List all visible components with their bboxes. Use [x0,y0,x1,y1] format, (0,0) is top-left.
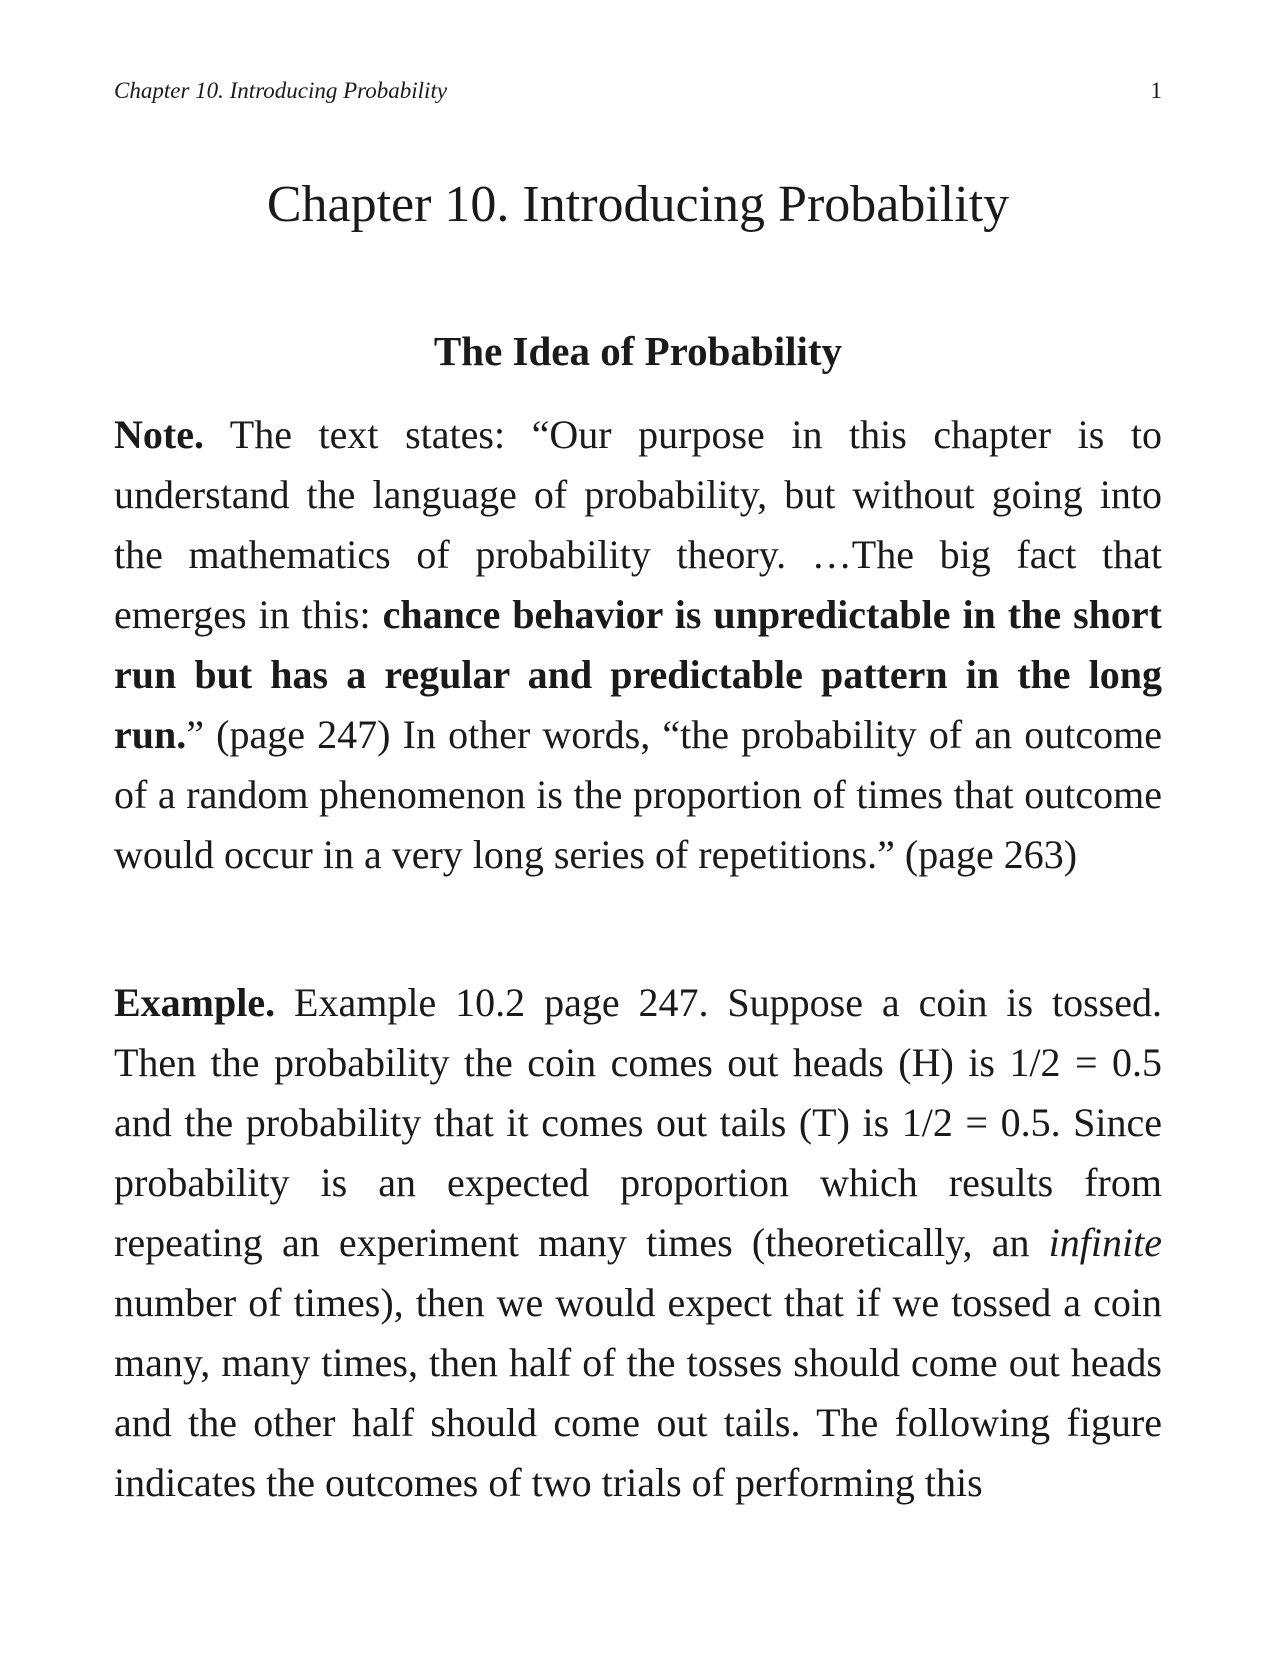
example-label: Example. [114,980,276,1025]
running-header [114,76,1162,106]
example-text-2: number of times), then we would expect that if we tossed a coin many, many times, then half of the tosses should come out heads and the other half should come out tails. The following figure indicates the outcomes of two trials of performing this [114,1280,1162,1505]
note-text-2: ” (page 247) In other words, “the probability of an outcome of a random phenomenon is the proportion of times that outcome would occur in a very long series of repetitions.” (page 263) [114,712,1162,877]
example-paragraph [114,973,1162,1513]
page-number: 1 [1150,78,1162,103]
note-text-1: The text states: “Our purpose in this chapter is to understand the language of probability, but without going into the mathematics of probability theory. …The big fact that emerges in this: [114,412,1162,637]
note-label: Note. [114,412,204,457]
note-paragraph [114,405,1162,885]
note-bold-quote: chance behavior is unpredictable in the short run but has a regular and predictable pattern in the long run. [114,592,1163,757]
running-header-title: Chapter 10. Introducing Probability [114,78,448,103]
example-italic-word: infinite [1048,1220,1162,1265]
section-title: The Idea of Probability [433,328,843,375]
chapter-title: Chapter 10. Introducing Probability [266,175,1010,233]
example-text-1: Example 10.2 page 247. Suppose a coin is tossed. Then the probability the coin comes out heads (H) is 1/2 = 0.5 and the probability that it comes out tails (T) is 1/2 = 0.5. Since probability is an expected proportion which results from repeating an experiment many times (theoretically, an [114,980,1162,1265]
